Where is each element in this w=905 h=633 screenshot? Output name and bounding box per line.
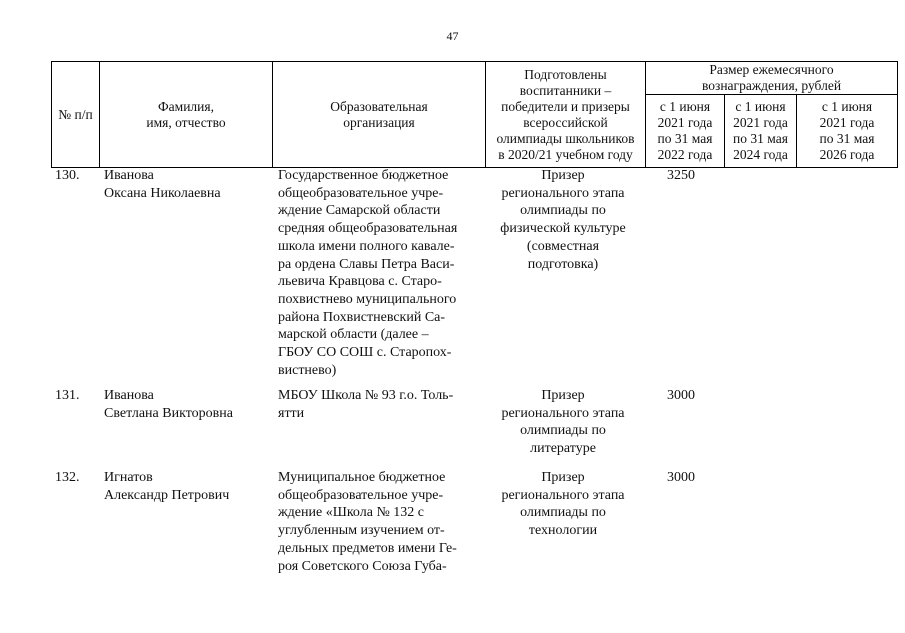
person-name bbox=[104, 387, 274, 422]
header-period-3: с 1 июня 2021 года по 31 мая 2026 года bbox=[797, 95, 898, 168]
surname: Игнатов bbox=[104, 470, 153, 485]
award-description: Призер регионального этапа олимпиады по физической культуре (совместная подготовка) bbox=[500, 168, 626, 272]
amount: 3250 bbox=[667, 168, 695, 183]
surname: Иванова bbox=[104, 388, 154, 403]
header-name: Фамилия, имя, отчество bbox=[100, 62, 273, 168]
amount: 3000 bbox=[667, 388, 695, 403]
row-number: 131. bbox=[55, 388, 80, 403]
organization: Государственное бюджетное общеобразовательное учре- ждение Самарской области средняя общеобразовательная школа имени полного кавале- ра ордена Славы Петра Васи- льевича Кравцова с. Старо- похвистнево муниципального района Похвистневский Са- марской области (далее – ГБОУ СО СОШ с. Старопох- вистнево) bbox=[278, 168, 458, 378]
amount: 3000 bbox=[667, 470, 695, 485]
header-period-2: с 1 июня 2021 года по 31 мая 2024 года bbox=[725, 95, 797, 168]
header-org: Образовательная организация bbox=[273, 62, 486, 168]
header-amount: Размер ежемесячного вознаграждения, рублей bbox=[646, 62, 898, 95]
given-names: Александр Петрович bbox=[104, 487, 230, 503]
award-description: Призер регионального этапа олимпиады по технологии bbox=[501, 470, 625, 539]
organization: МБОУ Школа № 93 г.о. Толь- ятти bbox=[278, 388, 454, 421]
header-period-1: с 1 июня 2021 года по 31 мая 2022 года bbox=[646, 95, 725, 168]
row-number: 132. bbox=[55, 470, 80, 485]
header-num: № п/п bbox=[52, 62, 100, 168]
surname: Иванова bbox=[104, 168, 154, 183]
given-names: Светлана Викторовна bbox=[104, 405, 233, 421]
organization: Муниципальное бюджетное общеобразовательное учре- ждение «Школа № 132 с углубленным изучением от- дельных предметов имени Ге- роя Советского Союза Губа- bbox=[278, 470, 457, 574]
page-number: 47 bbox=[446, 29, 459, 43]
award-description: Призер регионального этапа олимпиады по литературе bbox=[501, 388, 625, 457]
table-header bbox=[51, 61, 898, 168]
row-number: 130. bbox=[55, 168, 80, 183]
person-name bbox=[104, 167, 274, 202]
header-prepared: Подготовлены воспитанники – победители и призеры всероссийской олимпиады школьников в 2020/21 учебном году bbox=[486, 62, 646, 168]
given-names: Оксана Николаевна bbox=[104, 185, 221, 201]
person-name bbox=[104, 469, 274, 504]
